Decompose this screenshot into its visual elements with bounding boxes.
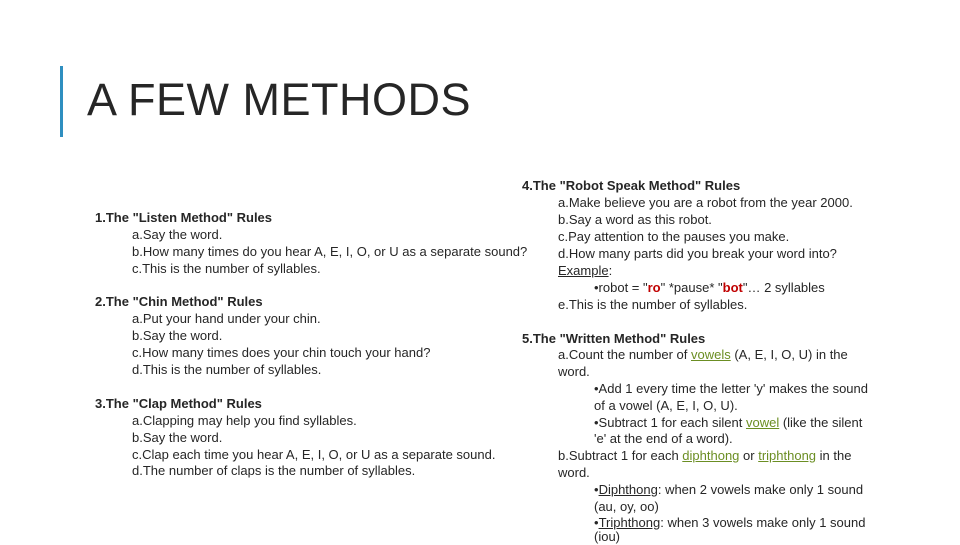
vowel-link[interactable]: vowel bbox=[745, 415, 780, 430]
written-method-heading: 5.The "Written Method" Rules bbox=[522, 331, 706, 346]
example-label-text: Example bbox=[558, 263, 609, 278]
example-syllable-bot: bot bbox=[722, 280, 743, 295]
written-step-a-cont: word. bbox=[558, 364, 590, 379]
written-subtract-rule-cont: 'e' at the end of a word). bbox=[594, 431, 733, 446]
chin-method-heading: 2.The "Chin Method" Rules bbox=[95, 294, 263, 309]
diphthong-definition bbox=[594, 481, 863, 498]
robot-example-label bbox=[558, 262, 612, 279]
clap-step-b: b.Say the word. bbox=[132, 430, 223, 445]
written-a-text: a.Count the number of bbox=[558, 347, 691, 362]
subtract-text: •Subtract 1 for each silent bbox=[594, 415, 746, 430]
listen-step-b: b.How many times do you hear A, E, I, O, or U as a separate sound? bbox=[132, 244, 528, 259]
example-colon: : bbox=[608, 263, 613, 278]
robot-example bbox=[594, 279, 825, 296]
listen-step-a: a.Say the word. bbox=[132, 227, 223, 242]
clap-step-a: a.Clapping may help you find syllables. bbox=[132, 413, 357, 428]
written-b-or: or bbox=[739, 448, 759, 463]
diphthong-bullet: • bbox=[594, 482, 599, 497]
example-prefix: •robot = " bbox=[594, 280, 648, 295]
diphthong-term: Diphthong bbox=[598, 482, 658, 497]
clap-step-d: d.The number of claps is the number of syllables. bbox=[132, 463, 416, 478]
subtract-text-2: (like the silent bbox=[779, 415, 863, 430]
written-step-a bbox=[558, 346, 848, 363]
vowels-link[interactable]: vowels bbox=[690, 347, 731, 362]
written-a-text-2: (A, E, I, O, U) in the bbox=[730, 347, 848, 362]
robot-step-b: b.Say a word as this robot. bbox=[558, 212, 712, 227]
example-syllable-ro: ro bbox=[647, 280, 661, 295]
clap-step-c: c.Clap each time you hear A, E, I, O, or U as a separate sound. bbox=[132, 447, 496, 462]
written-add-rule-cont: of a vowel (A, E, I, O, U). bbox=[594, 398, 738, 413]
chin-step-c: c.How many times does your chin touch your hand? bbox=[132, 345, 431, 360]
chin-step-b: b.Say the word. bbox=[132, 328, 223, 343]
example-pause: " *pause* " bbox=[660, 280, 723, 295]
robot-step-a: a.Make believe you are a robot from the year 2000. bbox=[558, 195, 853, 210]
example-suffix: "… 2 syllables bbox=[742, 280, 825, 295]
triphthong-bullet: • bbox=[594, 515, 599, 530]
robot-step-e: e.This is the number of syllables. bbox=[558, 297, 748, 312]
robot-step-c: c.Pay attention to the pauses you make. bbox=[558, 229, 790, 244]
diphthong-def-text: : when 2 vowels make only 1 sound bbox=[657, 482, 864, 497]
written-b-text-2: in the bbox=[816, 448, 852, 463]
slide-title: A FEW METHODS bbox=[87, 74, 472, 125]
listen-step-c: c.This is the number of syllables. bbox=[132, 261, 321, 276]
written-b-text: b.Subtract 1 for each bbox=[558, 448, 683, 463]
robot-step-d: d.How many parts did you break your word into? bbox=[558, 246, 837, 261]
written-subtract-rule bbox=[594, 414, 862, 431]
diphthong-link[interactable]: diphthong bbox=[682, 448, 740, 463]
written-add-rule: •Add 1 every time the letter 'y' makes the sound bbox=[594, 381, 868, 396]
written-step-b-cont: word. bbox=[558, 465, 590, 480]
title-accent-bar bbox=[60, 66, 63, 137]
chin-step-d: d.This is the number of syllables. bbox=[132, 362, 322, 377]
clap-method-heading: 3.The "Clap Method" Rules bbox=[95, 396, 262, 411]
triphthong-link[interactable]: triphthong bbox=[758, 448, 817, 463]
triphthong-term: Triphthong bbox=[598, 515, 661, 530]
triphthong-examples: (iou) bbox=[594, 529, 621, 544]
triphthong-definition bbox=[594, 514, 865, 531]
diphthong-examples: (au, oy, oo) bbox=[594, 499, 659, 514]
listen-method-heading: 1.The "Listen Method" Rules bbox=[95, 210, 273, 225]
triphthong-def-text: : when 3 vowels make only 1 sound bbox=[660, 515, 866, 530]
chin-step-a: a.Put your hand under your chin. bbox=[132, 311, 321, 326]
robot-method-heading: 4.The "Robot Speak Method" Rules bbox=[522, 178, 741, 193]
written-step-b bbox=[558, 447, 851, 464]
